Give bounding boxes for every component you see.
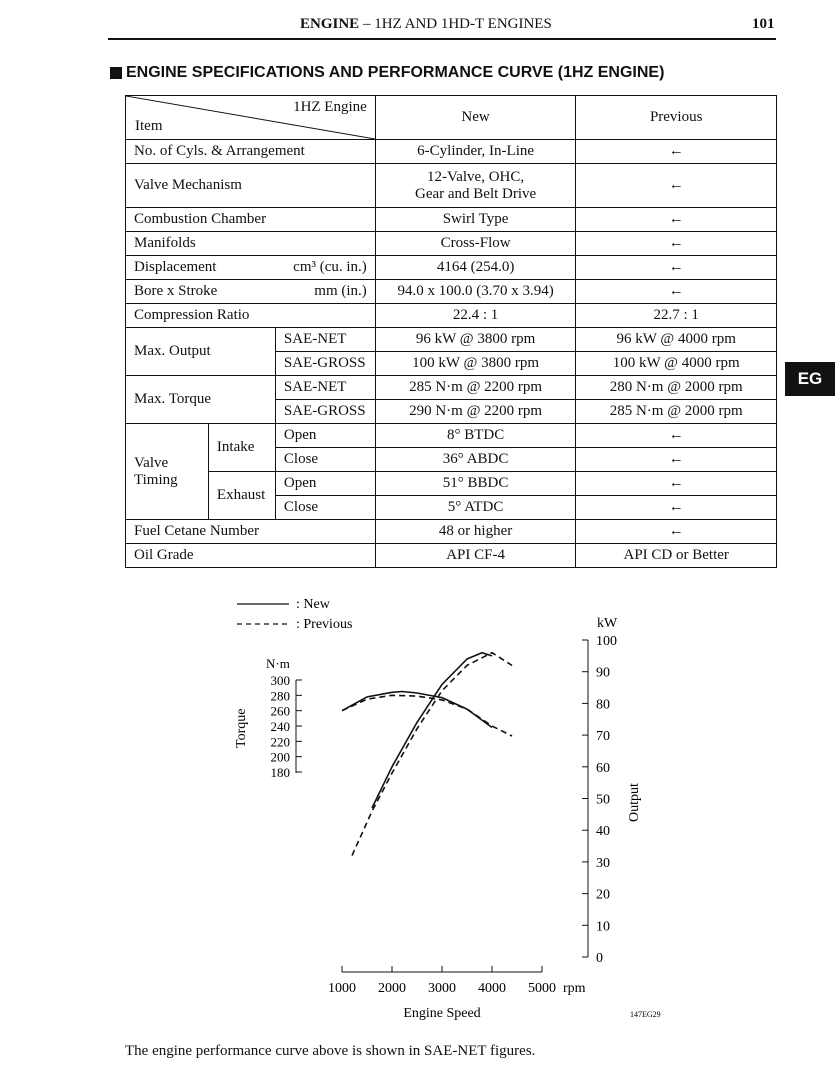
output-tick-label: 60 bbox=[596, 760, 610, 776]
table-row bbox=[126, 544, 777, 568]
output-tick-label: 0 bbox=[596, 951, 603, 966]
row-label: No. of Cyls. & Arrangement bbox=[126, 140, 376, 164]
torque-tick-label: 280 bbox=[270, 688, 290, 704]
page-number: 101 bbox=[752, 16, 775, 32]
same-arrow: ← bbox=[576, 424, 777, 448]
x-tick-label: 4000 bbox=[478, 981, 506, 996]
cell-previous: 280 N·m @ 2000 rpm bbox=[576, 376, 777, 400]
same-arrow: ← bbox=[576, 496, 777, 520]
output-tick-label: 20 bbox=[596, 887, 610, 903]
same-arrow: ← bbox=[576, 520, 777, 544]
cell-previous: 22.7 : 1 bbox=[576, 304, 777, 328]
output-tick-label: 50 bbox=[596, 792, 610, 808]
corner-cell bbox=[126, 96, 376, 140]
cell-line: Gear and Belt Drive bbox=[414, 185, 537, 202]
cell-new: API CF-4 bbox=[375, 544, 576, 568]
table-row bbox=[126, 280, 777, 304]
chart-curves bbox=[342, 653, 512, 856]
row-label: Fuel Cetane Number bbox=[126, 520, 376, 544]
cell-new: 22.4 : 1 bbox=[375, 304, 576, 328]
torque-tick-label: 180 bbox=[270, 765, 290, 780]
corner-item-label: Item bbox=[135, 118, 163, 134]
row-label bbox=[126, 280, 376, 304]
x-tick-label: 1000 bbox=[328, 981, 356, 996]
same-arrow: ← bbox=[576, 448, 777, 472]
cell-new: 48 or higher bbox=[375, 520, 576, 544]
cell-new: 285 N·m @ 2200 rpm bbox=[375, 376, 576, 400]
col-header-previous: Previous bbox=[576, 96, 777, 140]
cell-new: 36° ABDC bbox=[375, 448, 576, 472]
cell-line: 12-Valve, OHC, bbox=[427, 168, 525, 185]
cell-new: 8° BTDC bbox=[375, 424, 576, 448]
output-tick-label: 100 bbox=[596, 634, 617, 649]
row-unit: cm³ (cu. in.) bbox=[293, 259, 367, 275]
table-row bbox=[126, 208, 777, 232]
eg-side-tab: EG bbox=[785, 362, 835, 396]
table-row bbox=[126, 376, 777, 400]
x-axis bbox=[328, 966, 586, 1021]
figure-code: 147EG29 bbox=[630, 1010, 661, 1019]
cell-new: Swirl Type bbox=[375, 208, 576, 232]
sub-label: SAE-GROSS bbox=[275, 352, 375, 376]
sub-label: Open bbox=[275, 472, 375, 496]
table-row bbox=[126, 232, 777, 256]
x-unit-label: rpm bbox=[563, 981, 586, 996]
same-arrow: ← bbox=[576, 256, 777, 280]
torque-ticks bbox=[271, 673, 303, 780]
x-tick-label: 2000 bbox=[378, 981, 406, 996]
row-label bbox=[126, 256, 376, 280]
legend-previous-label: : Previous bbox=[296, 617, 353, 632]
cell-new: 290 N·m @ 2200 rpm bbox=[375, 400, 576, 424]
sub-label: Intake bbox=[208, 424, 275, 472]
row-label: Compression Ratio bbox=[126, 304, 376, 328]
table-row bbox=[126, 472, 777, 496]
same-arrow: ← bbox=[576, 164, 777, 208]
x-ticks bbox=[328, 966, 556, 996]
torque-unit-label: N·m bbox=[266, 656, 290, 671]
output-ticks bbox=[582, 634, 617, 966]
cell-new: 51° BBDC bbox=[375, 472, 576, 496]
previous-output-curve bbox=[352, 653, 512, 856]
table-header-row bbox=[126, 96, 777, 140]
output-tick-label: 10 bbox=[596, 919, 610, 935]
sub-label: Open bbox=[275, 424, 375, 448]
output-axis-title: Output bbox=[627, 783, 642, 822]
x-axis-title: Engine Speed bbox=[403, 1006, 481, 1021]
same-arrow: ← bbox=[576, 232, 777, 256]
torque-axis bbox=[234, 656, 302, 780]
cell-previous: API CD or Better bbox=[576, 544, 777, 568]
row-label-text: Displacement bbox=[134, 259, 217, 275]
output-tick-label: 30 bbox=[596, 855, 610, 871]
cell-previous: 100 kW @ 4000 rpm bbox=[576, 352, 777, 376]
output-axis bbox=[582, 616, 642, 966]
torque-axis-title: Torque bbox=[234, 708, 249, 748]
x-tick-label: 5000 bbox=[528, 981, 556, 996]
output-tick-label: 90 bbox=[596, 665, 610, 681]
row-label-text: Bore x Stroke bbox=[134, 283, 218, 299]
cell-new: 96 kW @ 3800 rpm bbox=[375, 328, 576, 352]
sub-label: Close bbox=[275, 448, 375, 472]
row-label: Combustion Chamber bbox=[126, 208, 376, 232]
spec-table bbox=[125, 95, 777, 568]
sub-label: SAE-NET bbox=[275, 328, 375, 352]
table-row bbox=[126, 328, 777, 352]
corner-engine-label: 1HZ Engine bbox=[293, 99, 367, 115]
row-label: Manifolds bbox=[126, 232, 376, 256]
row-label-line: Timing bbox=[134, 471, 178, 488]
output-unit-label: kW bbox=[597, 616, 618, 631]
same-arrow: ← bbox=[576, 208, 777, 232]
cell-new: 100 kW @ 3800 rpm bbox=[375, 352, 576, 376]
previous-torque-curve bbox=[342, 695, 512, 736]
chart-legend bbox=[237, 597, 352, 632]
cell-new: 6-Cylinder, In-Line bbox=[375, 140, 576, 164]
output-tick-label: 80 bbox=[596, 697, 610, 713]
table-row bbox=[126, 424, 777, 448]
table-row bbox=[126, 256, 777, 280]
row-unit: mm (in.) bbox=[314, 283, 367, 299]
cell-new: 4164 (254.0) bbox=[375, 256, 576, 280]
row-label: Max. Output bbox=[126, 328, 276, 376]
col-header-new: New bbox=[375, 96, 576, 140]
torque-tick-label: 240 bbox=[270, 719, 290, 734]
same-arrow: ← bbox=[576, 140, 777, 164]
row-label: Max. Torque bbox=[126, 376, 276, 424]
cell-previous: 285 N·m @ 2000 rpm bbox=[576, 400, 777, 424]
cell-previous: 96 kW @ 4000 rpm bbox=[576, 328, 777, 352]
same-arrow: ← bbox=[576, 472, 777, 496]
sub-label: Exhaust bbox=[208, 472, 275, 520]
torque-tick-label: 300 bbox=[270, 673, 290, 688]
footer-note: The engine performance curve above is shown in SAE-NET figures. bbox=[125, 1043, 536, 1059]
table-row bbox=[126, 164, 777, 208]
table-row bbox=[126, 520, 777, 544]
legend-new-label: : New bbox=[296, 597, 330, 612]
same-arrow: ← bbox=[576, 280, 777, 304]
section-title: ENGINE SPECIFICATIONS AND PERFORMANCE CURVE (1HZ ENGINE) bbox=[110, 64, 664, 82]
header-rule bbox=[108, 38, 776, 40]
output-tick-label: 40 bbox=[596, 824, 610, 840]
running-header: ENGINE – 1HZ AND 1HD-T ENGINES bbox=[300, 16, 552, 32]
cell-new: Cross-Flow bbox=[375, 232, 576, 256]
sub-label: SAE-GROSS bbox=[275, 400, 375, 424]
torque-tick-label: 200 bbox=[270, 749, 290, 765]
row-label: Valve Mechanism bbox=[126, 164, 376, 208]
performance-curve-chart bbox=[0, 580, 835, 1040]
sub-label: SAE-NET bbox=[275, 376, 375, 400]
table-row bbox=[126, 140, 777, 164]
torque-tick-label: 260 bbox=[270, 703, 290, 719]
cell-new bbox=[375, 164, 576, 208]
x-tick-label: 3000 bbox=[428, 981, 456, 996]
cell-new: 94.0 x 100.0 (3.70 x 3.94) bbox=[375, 280, 576, 304]
cell-new: 5° ATDC bbox=[375, 496, 576, 520]
new-output-curve bbox=[372, 653, 492, 808]
output-tick-label: 70 bbox=[596, 729, 610, 745]
section-bullet-icon bbox=[110, 67, 122, 79]
row-label bbox=[126, 424, 209, 520]
row-label: Oil Grade bbox=[126, 544, 376, 568]
table-row bbox=[126, 304, 777, 328]
torque-tick-label: 220 bbox=[270, 734, 290, 750]
sub-label: Close bbox=[275, 496, 375, 520]
row-label-line: Valve bbox=[134, 454, 169, 471]
